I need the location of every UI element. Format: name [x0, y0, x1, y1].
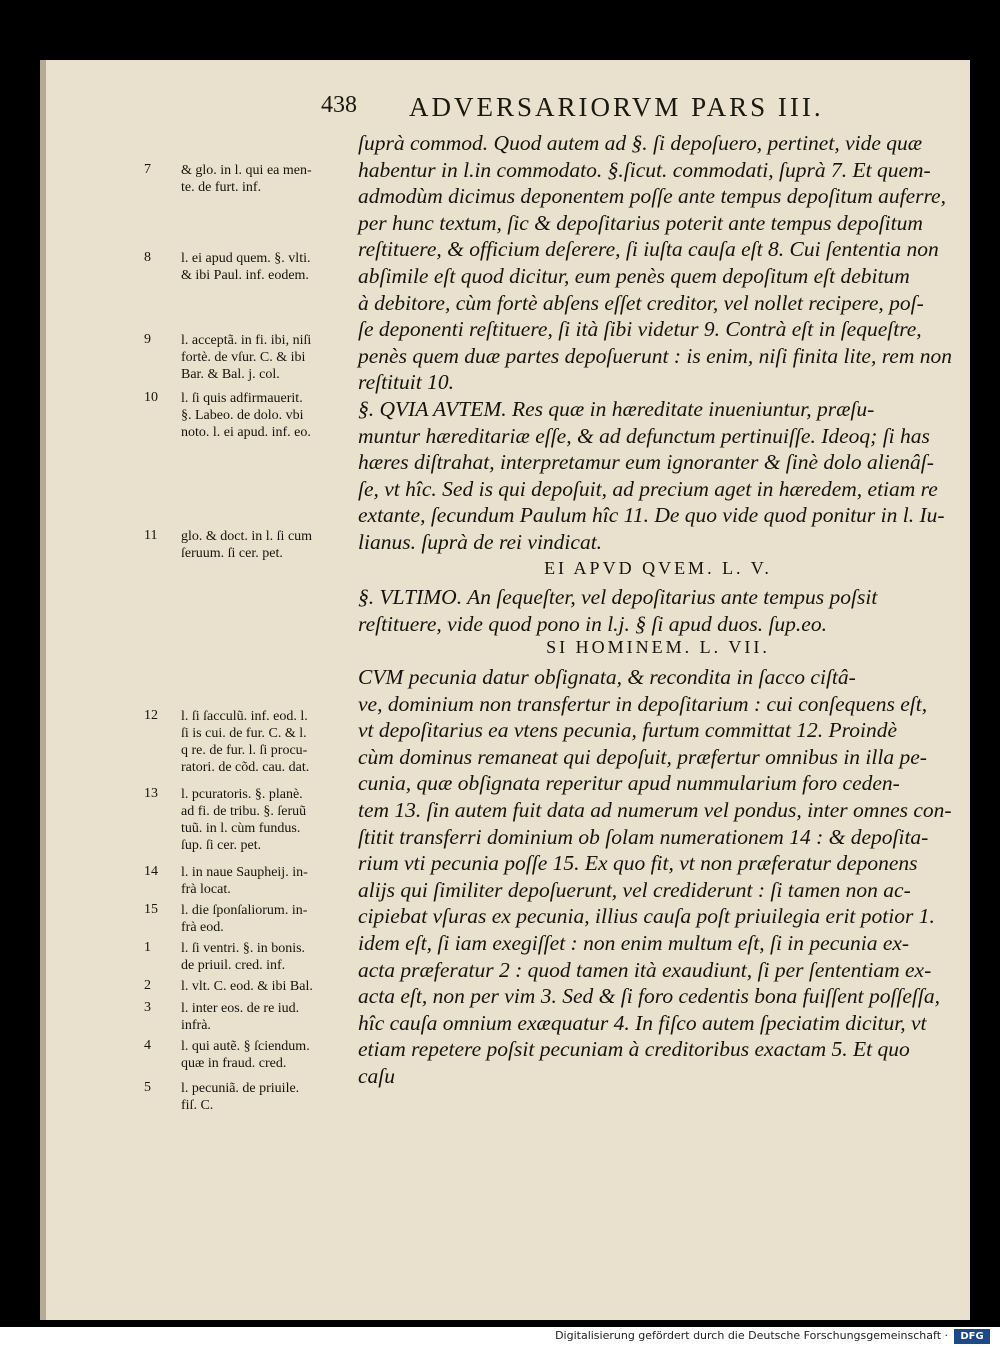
- note-text: glo. & doct. in l. ſi cum ſeruum. ſi cer. pet.: [181, 529, 313, 561]
- running-title: ADVERSARIORVM PARS III.: [409, 92, 824, 122]
- note-number: 7: [144, 162, 151, 177]
- text-line: etiam repetere poſsit pecuniam à creditoribus exactam 5. Et quo: [358, 1037, 910, 1062]
- note-number: 10: [144, 390, 158, 405]
- text-line: habentur in l.in commodato. §.ſicut. commodati, ſuprà 7. Et quem-: [358, 157, 931, 182]
- text-line: alijs qui ſimiliter depoſuerunt, vel crediderunt : ſi tamen non ac-: [358, 877, 911, 902]
- note-text: & glo. in l. qui ea men- te. de furt. inf.: [181, 163, 312, 195]
- dfg-logo: DFG: [954, 1329, 990, 1344]
- note-number: 3: [144, 1000, 151, 1015]
- note-number: 12: [144, 708, 158, 723]
- text-line: reſtituit 10.: [358, 370, 454, 395]
- text-line: vt depoſitarius ea vtens pecunia, furtum committat 12. Proindè: [358, 718, 898, 743]
- note-number: 4: [144, 1038, 151, 1053]
- text-line: rium vti pecunia poſſe 15. Ex quo fit, vt non præferatur deponens: [358, 851, 918, 876]
- text-line: hæres diſtrahat, interpretamur eum ignoranter & ſinè dolo alienâſ-: [358, 450, 934, 475]
- text-line: cunia, quæ obſignata reperitur apud nummularium foro ceden-: [358, 771, 900, 796]
- note-number: 8: [144, 250, 151, 265]
- text-line: muntur hæreditariæ eſſe, & ad defunctum pertinuiſſe. Ideoq; ſi has: [358, 423, 930, 448]
- text-line: idem eſt, ſi iam exegiſſet : non enim multum eſt, ſi in pecunia ex-: [358, 931, 910, 955]
- note-text: l. vlt. C. eod. & ibi Bal.: [181, 979, 313, 994]
- text-line: reſtituere, & officium deſerere, ſi iuſta cauſa eſt 8. Cui ſententia non: [358, 237, 939, 262]
- note-text: l. inter eos. de re iud. infrà.: [181, 1001, 300, 1033]
- text-line: lianus. ſuprà de rei vindicat.: [358, 530, 603, 554]
- note-number: 1: [144, 940, 151, 955]
- text-line: ſe, vt hîc. Sed is qui depoſuit, ad precium aget in hæredem, etiam re: [358, 476, 938, 501]
- text-line: ſe deponenti reſtituere, ſi ità ſibi videtur 9. Contrà eſt in ſequeſtre,: [358, 317, 922, 342]
- footer-bar: [0, 1327, 1000, 1347]
- note-text: l. ſi quis adfirmauerit. §. Labeo. de dolo. vbi noto. l. ei apud. inf. eo.: [181, 391, 311, 440]
- text-line: §. VLTIMO. An ſequeſter, vel depoſitarius ante tempus poſsit: [358, 585, 878, 610]
- page-header: [321, 92, 961, 132]
- text-line: à debitore, cùm fortè abſens eſſet creditor, vel nollet recipere, poſ-: [358, 290, 924, 315]
- text-line: §. QVIA AVTEM. Res quæ in hæreditate inueniuntur, præſu-: [358, 397, 875, 421]
- section-caption: SI HOMINEM. L. VII.: [546, 637, 770, 658]
- text-line: caſu: [358, 1064, 396, 1088]
- text-line: ſtitit transferri dominium ob ſolam numerationem 14 : & depoſita-: [358, 824, 929, 849]
- note-text: l. pecuniã. de priuile. fiſ. C.: [181, 1081, 300, 1113]
- text-line: cùm dominus remaneat qui depoſuit, præfertur omnibus in illa pe-: [358, 744, 927, 769]
- note-text: l. acceptã. in fi. ibi, niſi fortè. de vſur. C. & ibi Bar. & Bal. j. col.: [181, 333, 312, 382]
- note-text: l. ſi ſacculũ. inf. eod. l. ſi is cui. de fur. C. & l. q re. de fur. l. ſi procu- ratori. de cõd. cau. dat.: [181, 709, 310, 775]
- note-text: l. in naue Saupheij. in- frà locat.: [181, 865, 308, 897]
- text-line: acta præferatur 2 : quod tamen ità exaudiunt, ſi per ſententiam ex-: [358, 957, 932, 982]
- note-number: 5: [144, 1080, 151, 1095]
- note-number: 11: [144, 528, 158, 543]
- text-line: ſuprà commod. Quod autem ad §. ſi depoſuero, pertinet, vide quæ: [358, 131, 923, 155]
- text-line: abſimile eſt quod dicitur, eum penès quem depoſitum eſt debitum: [358, 264, 910, 288]
- text-line: penès quem duæ partes depoſuerunt : is enim, niſi finita lite, rem non: [358, 343, 952, 368]
- note-text: l. ſi ventri. §. in bonis. de priuil. cred. inf.: [181, 941, 306, 973]
- note-number: 15: [144, 902, 158, 917]
- text-line: admodùm dicimus deponentem poſſe ante tempus depoſitum auferre,: [358, 184, 946, 209]
- page-number: 438: [321, 92, 357, 118]
- note-number: 2: [144, 978, 151, 993]
- note-text: l. pcuratoris. §. planè. ad fi. de tribu. §. ſeruũ tuũ. in l. cùm fundus. ſup. ſi cer. pet.: [181, 787, 307, 853]
- text-line: extante, ſecundum Paulum hîc 11. De quo vide quod ponitur in l. Iu-: [358, 503, 945, 528]
- section-caption: EI APVD QVEM. L. V.: [544, 557, 772, 578]
- text-line: acta eſt, non per vim 3. Sed & ſi foro cedentis bona fuiſſent poſſeſſa,: [358, 984, 941, 1009]
- text-line: ve, dominium non transfertur in depoſitarium : cui conſequens eſt,: [358, 691, 928, 716]
- note-number: 14: [144, 864, 158, 879]
- note-text: l. ei apud quem. §. vlti. & ibi Paul. inf. eodem.: [181, 251, 311, 283]
- note-text: l. die ſponſaliorum. in- frà eod.: [181, 903, 308, 935]
- text-line: reſtituere, vide quod pono in l.j. § ſi apud duos. ſup.eo.: [358, 611, 827, 636]
- text-line: hîc cauſa omnium exæquatur 4. In fiſco autem ſpeciatim dicitur, vt: [358, 1010, 927, 1035]
- note-text: l. qui autẽ. § ſciendum. quæ in fraud. cred.: [181, 1039, 310, 1071]
- footer-credit: Digitalisierung gefördert durch die Deutsche Forschungsgemeinschaft ·: [555, 1329, 948, 1342]
- text-line: tem 13. ſin autem fuit data ad numerum vel pondus, inter omnes con-: [358, 798, 952, 822]
- text-line: per hunc textum, ſic & depoſitarius poterit ante tempus depoſitum: [358, 210, 923, 235]
- text-line: CVM pecunia datur obſignata, & recondita in ſacco ciſtâ-: [358, 665, 856, 689]
- note-number: 13: [144, 786, 158, 801]
- note-number: 9: [144, 332, 151, 347]
- text-line: cipiebat vſuras ex pecunia, illius cauſa poſt priuilegia erit potior 1.: [358, 904, 935, 929]
- book-page: [40, 60, 970, 1320]
